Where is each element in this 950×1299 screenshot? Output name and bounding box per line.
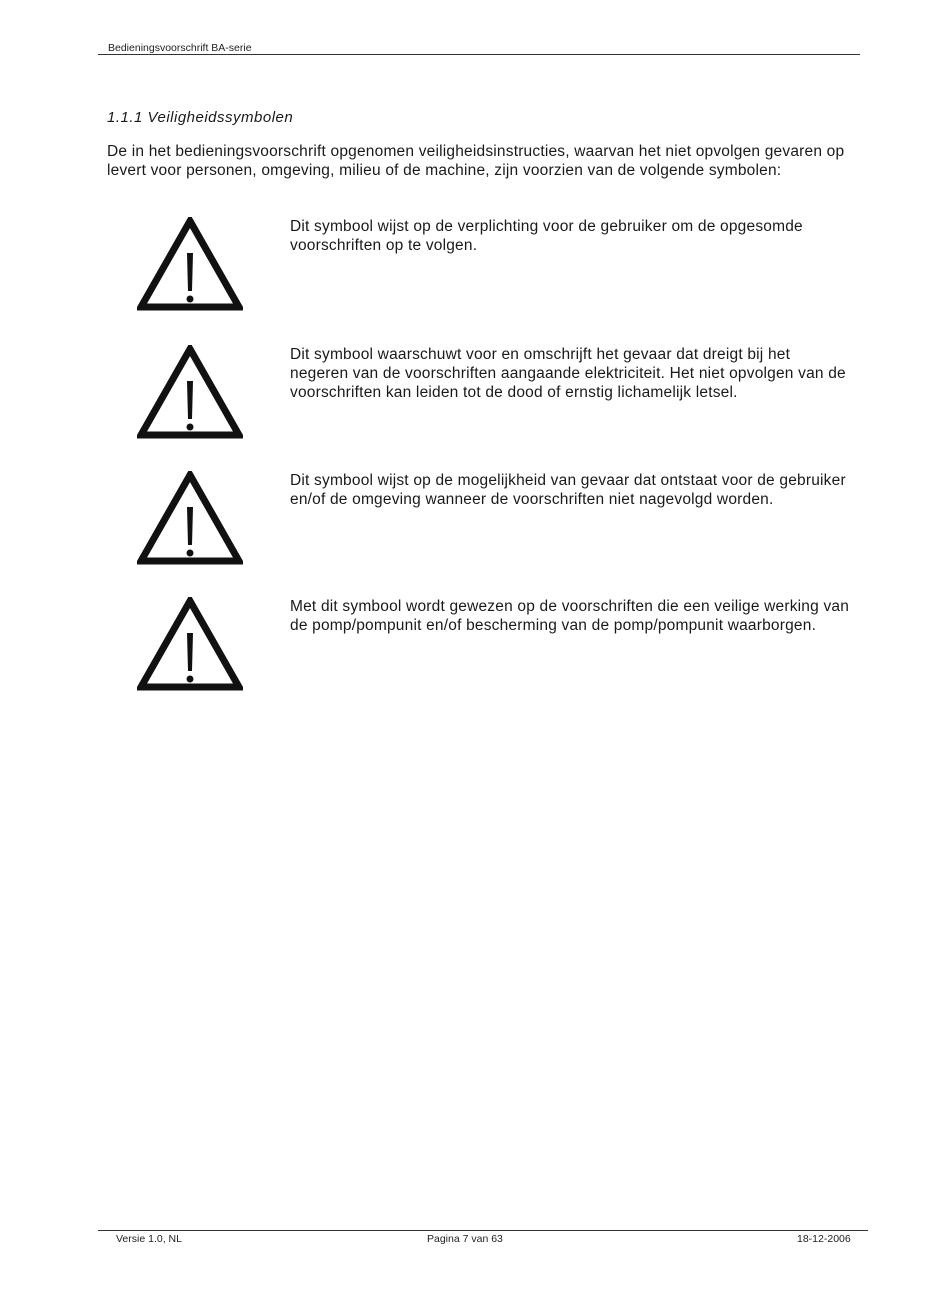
footer-page-number: Pagina 7 van 63 [427,1233,503,1245]
symbol-description: Met dit symbool wordt gewezen op de voorschriften die een veilige werking van de pomp/pompunit en/of bescherming van de pomp/pompunit waarborgen. [290,598,850,634]
warning-triangle-icon [137,597,243,691]
warning-triangle-icon [137,471,243,565]
symbol-description: Dit symbool wijst op de mogelijkheid van gevaar dat ontstaat voor de gebruiker en/of de omgeving wanneer de voorschriften niet nagevolgd worden. [290,472,846,508]
section-heading: 1.1.1 Veiligheidssymbolen [107,109,294,126]
warning-triangle-icon [137,345,243,439]
footer-version: Versie 1.0, NL [116,1233,182,1245]
intro-paragraph: De in het bedieningsvoorschrift opgenomen veiligheidsinstructies, waarvan het niet opvolgen gevaren op levert voor personen, omgeving, milieu of de machine, zijn voorzien van de volgende symbolen: [107,143,845,179]
header-divider [98,54,860,55]
footer-divider [98,1230,868,1231]
symbol-description: Dit symbool waarschuwt voor en omschrijft het gevaar dat dreigt bij het negeren van de voorschriften aangaande elektriciteit. Het niet opvolgen van de voorschriften kan leiden tot de dood of ernstig lichamelijk letsel. [290,346,846,401]
symbol-description: Dit symbool wijst op de verplichting voor de gebruiker om de opgesomde voorschriften op te volgen. [290,218,803,254]
document-header-title: Bedieningsvoorschrift BA-serie [108,42,252,54]
warning-triangle-icon [137,217,243,311]
footer-date: 18-12-2006 [797,1233,851,1245]
